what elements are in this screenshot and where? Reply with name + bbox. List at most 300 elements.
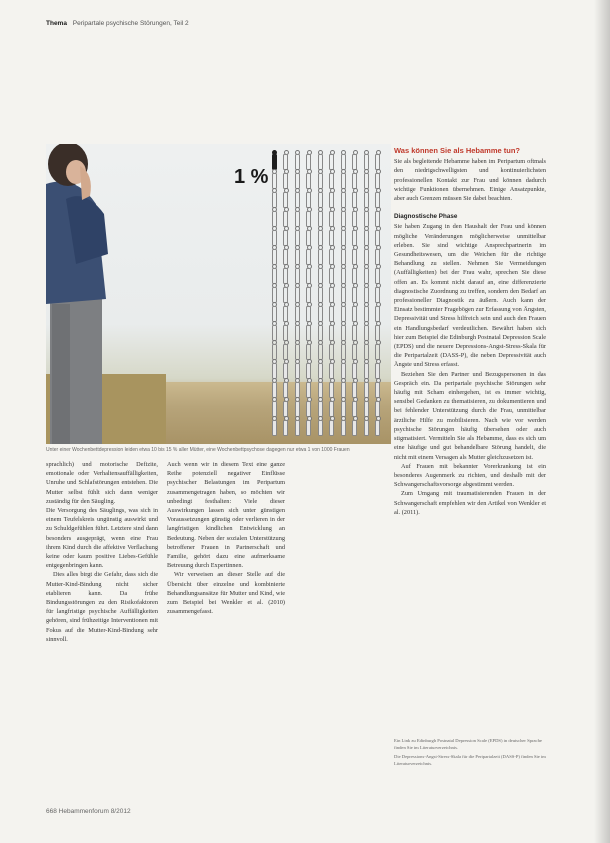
person-body xyxy=(375,154,380,170)
person-icon xyxy=(339,150,346,169)
person-icon xyxy=(270,207,277,226)
person-body xyxy=(318,192,323,208)
person-icon xyxy=(293,416,300,435)
person-body xyxy=(318,173,323,189)
person-body xyxy=(306,306,311,322)
person-icon xyxy=(351,302,358,321)
person-icon xyxy=(282,264,289,283)
person-body xyxy=(295,249,300,265)
person-body xyxy=(364,325,369,341)
person-body xyxy=(272,268,277,284)
person-icon xyxy=(328,321,335,340)
person-body xyxy=(341,401,346,417)
person-body xyxy=(306,192,311,208)
person-icon xyxy=(282,321,289,340)
person-icon xyxy=(362,416,369,435)
person-body xyxy=(329,306,334,322)
person-icon xyxy=(316,302,323,321)
person-icon xyxy=(282,283,289,302)
person-body xyxy=(272,230,277,246)
person-icon xyxy=(351,245,358,264)
person-body xyxy=(364,192,369,208)
person-body xyxy=(364,287,369,303)
person-icon xyxy=(316,226,323,245)
person-body xyxy=(352,154,357,170)
person-body xyxy=(306,325,311,341)
person-body xyxy=(272,249,277,265)
person-body xyxy=(318,344,323,360)
person-body xyxy=(295,401,300,417)
paragraph: sprachlich) und motorische Defizite, emotionale oder Verhaltensauffälligkeiten, Unruhe und Schlafstörungen entstehen. Die Mutter selbst fühlt sich dann weniger zuständig für den Säugling. xyxy=(46,461,158,505)
person-icon xyxy=(282,302,289,321)
person-icon xyxy=(293,188,300,207)
person-icon xyxy=(293,302,300,321)
person-icon xyxy=(362,340,369,359)
person-icon xyxy=(282,207,289,226)
person-body xyxy=(341,420,346,436)
person-icon xyxy=(293,340,300,359)
intro-paragraph: Sie als begleitende Hebamme haben im Peripartum oftmals den niedrigschwelligsten und kontinuierlichsten professionellen Kontakt zur Frau und können dadurch wichtige Funktionen übernehmen. Einige Ansatzpunkte, aber auch Grenzen müssen Sie dabei beachten. xyxy=(394,158,546,203)
person-body xyxy=(272,363,277,379)
person-icon xyxy=(339,321,346,340)
person-body xyxy=(341,154,346,170)
person-icon xyxy=(374,340,381,359)
person-body xyxy=(283,154,288,170)
person-icon xyxy=(374,416,381,435)
subheading: Diagnostische Phase xyxy=(394,213,458,221)
person-body xyxy=(283,230,288,246)
person-icon xyxy=(293,207,300,226)
person-body xyxy=(364,344,369,360)
person-body xyxy=(341,306,346,322)
person-body xyxy=(318,211,323,227)
person-body xyxy=(329,268,334,284)
person-body xyxy=(306,154,311,170)
person-icon xyxy=(328,378,335,397)
person-body xyxy=(364,154,369,170)
percent-label: 1 % xyxy=(234,166,269,188)
person-icon xyxy=(351,226,358,245)
footnotes xyxy=(394,737,546,769)
person-icon xyxy=(270,283,277,302)
person-body xyxy=(295,211,300,227)
person-icon xyxy=(282,378,289,397)
person-body xyxy=(375,401,380,417)
person-icon xyxy=(351,283,358,302)
paragraph: Dies alles birgt die Gefahr, dass sich die Mutter-Kind-Bindung nicht sicher etablieren kann. Da frühe Bindungsstörungen zu den Risikofaktoren für langfristige psychische Auffälligkeiten gehören, sind frühzeitige Interventionen mit Fokus auf die Mutter-Kind-Bindung sehr sinnvoll. xyxy=(46,571,158,643)
person-body xyxy=(352,211,357,227)
person-icon xyxy=(374,397,381,416)
person-icon xyxy=(339,169,346,188)
feature-photo xyxy=(46,144,391,444)
person-icon xyxy=(362,359,369,378)
footnote: Die Depressions-Angst-Stress-Skala für die Peripartalzeit (DASS-P) finden Sie im Literaturverzeichnis. xyxy=(394,754,546,766)
person-icon xyxy=(293,169,300,188)
person-icon xyxy=(328,245,335,264)
person-icon xyxy=(374,378,381,397)
person-icon xyxy=(374,245,381,264)
person-body xyxy=(295,420,300,436)
person-icon xyxy=(328,150,335,169)
person-body xyxy=(364,211,369,227)
person-icon xyxy=(282,397,289,416)
person-body xyxy=(375,325,380,341)
person-icon xyxy=(282,245,289,264)
person-icon xyxy=(305,226,312,245)
person-body xyxy=(283,268,288,284)
person-icon xyxy=(339,207,346,226)
section-heading: Was können Sie als Hebamme tun? xyxy=(394,146,521,155)
person-body xyxy=(352,306,357,322)
person-body xyxy=(318,230,323,246)
person-body xyxy=(329,401,334,417)
person-icon xyxy=(305,169,312,188)
person-icon xyxy=(316,264,323,283)
person-icon xyxy=(305,340,312,359)
person-icon xyxy=(374,188,381,207)
person-body xyxy=(352,249,357,265)
person-icon xyxy=(282,226,289,245)
paragraph: Wir verweisen an dieser Stelle auf die Übersicht über einzelne und kombinierte Behandlungsansätze für Mutter und Kind, wie zum Beispiel bei Wenkler et al. (2010) zusammengefasst. xyxy=(167,571,285,616)
person-icon xyxy=(282,416,289,435)
person-body xyxy=(306,173,311,189)
person-icon xyxy=(374,283,381,302)
person-body xyxy=(375,344,380,360)
person-body xyxy=(375,192,380,208)
person-body xyxy=(375,211,380,227)
person-body xyxy=(272,401,277,417)
person-body xyxy=(364,173,369,189)
person-body xyxy=(295,192,300,208)
person-body xyxy=(306,211,311,227)
person-icon xyxy=(339,302,346,321)
paragraph: Auch wenn wir in diesem Text eine ganze Reihe potenziell negativer Einflüsse psychischer Belastungen im Peripartum zusammengetragen haben, so möchten wir unbedingt festhalten: Viele dieser Auswirkungen lassen sich unter günstigen Voraussetzungen günstig oder verlieren in der langfristigen kindlichen Entwicklung an Bedeutung. Neben der sozialen Unterstützung betroffener Frauen in Partnerschaft und Familie, gehört dazu eine aufmerksame Betreuung durch Expertinnen. xyxy=(167,461,285,570)
person-icon xyxy=(270,321,277,340)
person-icon xyxy=(305,321,312,340)
journal-name: Hebammenforum 8/2012 xyxy=(58,808,131,815)
person-body xyxy=(306,382,311,398)
person-icon xyxy=(282,359,289,378)
person-body xyxy=(352,325,357,341)
person-icon xyxy=(362,169,369,188)
body-column-b xyxy=(167,460,285,616)
person-icon xyxy=(351,188,358,207)
person-body xyxy=(295,363,300,379)
person-body xyxy=(283,306,288,322)
person-body xyxy=(272,306,277,322)
running-head xyxy=(46,20,189,27)
person-icon xyxy=(282,188,289,207)
person-body xyxy=(283,249,288,265)
person-body xyxy=(352,192,357,208)
person-body xyxy=(318,363,323,379)
person-body xyxy=(329,363,334,379)
person-icon xyxy=(305,245,312,264)
person-body xyxy=(364,363,369,379)
person-icon xyxy=(270,416,277,435)
person-icon xyxy=(328,340,335,359)
person-body xyxy=(375,287,380,303)
person-icon xyxy=(328,169,335,188)
person-body xyxy=(341,268,346,284)
person-icon xyxy=(374,302,381,321)
person-body xyxy=(318,268,323,284)
figure-caption: Unter einer Wochenbettdepression leiden etwa 10 bis 15 % aller Mütter, eine Wochenbettpsychose dagegen nur etwa 1 von 1000 Frauen xyxy=(46,447,350,453)
person-body xyxy=(341,211,346,227)
person-icon xyxy=(362,321,369,340)
person-body xyxy=(329,382,334,398)
person-icon xyxy=(293,321,300,340)
person-icon xyxy=(362,378,369,397)
person-icon xyxy=(293,264,300,283)
person-icon xyxy=(374,150,381,169)
person-body xyxy=(375,173,380,189)
person-body xyxy=(375,363,380,379)
person-body xyxy=(364,268,369,284)
person-icon xyxy=(270,302,277,321)
person-icon xyxy=(374,207,381,226)
section-label: Thema xyxy=(46,20,67,27)
person-icon xyxy=(374,169,381,188)
person-icon xyxy=(305,359,312,378)
paragraph: Zum Umgang mit traumatisierenden Frauen in der Schwangerschaft empfehlen wir den Artikel von Wenkler et al. (2011). xyxy=(394,490,546,516)
person-icon xyxy=(270,226,277,245)
person-icon xyxy=(293,245,300,264)
person-body xyxy=(295,325,300,341)
person-icon xyxy=(351,378,358,397)
person-body xyxy=(329,211,334,227)
person-icon xyxy=(316,378,323,397)
person-icon xyxy=(339,226,346,245)
person-icon xyxy=(293,378,300,397)
person-body xyxy=(352,173,357,189)
person-icon xyxy=(316,340,323,359)
person-body xyxy=(306,363,311,379)
person-icon xyxy=(351,207,358,226)
person-icon xyxy=(282,340,289,359)
person-body xyxy=(283,173,288,189)
page-edge-shadow xyxy=(594,0,610,843)
person-body xyxy=(283,401,288,417)
person-body xyxy=(364,382,369,398)
person-body xyxy=(283,382,288,398)
person-body xyxy=(283,325,288,341)
person-icon xyxy=(362,207,369,226)
person-body xyxy=(352,401,357,417)
person-icon xyxy=(270,397,277,416)
person-body xyxy=(283,192,288,208)
person-body xyxy=(283,211,288,227)
person-body xyxy=(352,363,357,379)
paragraph: Die Versorgung des Säuglings, was sich in einem Teufelskreis ungünstig auswirkt und zu Schuldgefühlen führt. Letztere sind dann besonders ausgeprägt, wenn eine Frau ihrem Kind durch die affektive Verflachung keine oder kaum positive Liebes-Gefühle entgegenbringen kann. xyxy=(46,507,158,570)
person-body xyxy=(295,306,300,322)
person-icon xyxy=(351,264,358,283)
person-icon xyxy=(339,264,346,283)
person-icon xyxy=(328,283,335,302)
person-body xyxy=(318,306,323,322)
person-body xyxy=(295,268,300,284)
person-body xyxy=(329,249,334,265)
person-icon xyxy=(316,283,323,302)
person-body xyxy=(364,420,369,436)
person-icon xyxy=(305,378,312,397)
footnote: Ein Link zu Edinburgh Postnatal Depression Scale (EPDS) in deutscher Sprache finden Sie im Literaturverzeichnis. xyxy=(394,738,542,750)
person-body xyxy=(341,325,346,341)
paragraph: Auf Frauen mit bekannter Vorerkrankung ist ein besonderes Augenmerk zu richten, und deshalb mit der Schwangerschaftsvorsorge abgestimmt werden. xyxy=(394,462,546,489)
person-icon xyxy=(270,264,277,283)
person-body xyxy=(272,420,277,436)
person-body xyxy=(318,382,323,398)
person-icon xyxy=(293,226,300,245)
person-body xyxy=(352,420,357,436)
person-body xyxy=(352,344,357,360)
person-body xyxy=(329,420,334,436)
person-icon xyxy=(328,188,335,207)
person-body xyxy=(341,230,346,246)
person-body xyxy=(329,173,334,189)
person-body xyxy=(341,287,346,303)
person-body xyxy=(272,325,277,341)
person-body xyxy=(375,306,380,322)
person-icon xyxy=(316,188,323,207)
person-icon xyxy=(270,340,277,359)
body-column-a xyxy=(46,460,158,644)
highlighted-person-icon xyxy=(270,150,277,169)
person-icon xyxy=(374,321,381,340)
person-body xyxy=(306,401,311,417)
person-body xyxy=(341,249,346,265)
person-body xyxy=(318,325,323,341)
person-icon xyxy=(305,397,312,416)
person-icon xyxy=(362,150,369,169)
person-body xyxy=(341,382,346,398)
person-icon xyxy=(351,321,358,340)
person-icon xyxy=(362,283,369,302)
woman-figure-illustration xyxy=(46,144,166,444)
person-body xyxy=(329,230,334,246)
person-icon xyxy=(316,245,323,264)
person-body xyxy=(272,344,277,360)
person-icon xyxy=(351,397,358,416)
running-head-title: Peripartale psychische Störungen, Teil 2 xyxy=(72,20,189,27)
page-number: 668 xyxy=(46,808,57,815)
person-body xyxy=(318,420,323,436)
folio xyxy=(46,808,131,815)
person-body xyxy=(306,268,311,284)
person-icon xyxy=(305,283,312,302)
person-body xyxy=(306,230,311,246)
person-icon xyxy=(339,340,346,359)
person-body xyxy=(329,154,334,170)
person-body xyxy=(295,230,300,246)
person-icon xyxy=(328,302,335,321)
person-body xyxy=(272,154,277,170)
person-icon xyxy=(293,397,300,416)
person-icon xyxy=(316,321,323,340)
person-icon xyxy=(362,245,369,264)
person-body xyxy=(272,382,277,398)
person-icon xyxy=(316,150,323,169)
person-body xyxy=(364,306,369,322)
person-icon xyxy=(305,188,312,207)
person-icon xyxy=(328,359,335,378)
person-icon xyxy=(316,416,323,435)
person-body xyxy=(341,363,346,379)
person-body xyxy=(375,420,380,436)
person-body xyxy=(283,344,288,360)
person-body xyxy=(329,344,334,360)
person-icon xyxy=(328,207,335,226)
person-body xyxy=(295,382,300,398)
person-icon xyxy=(305,302,312,321)
person-body xyxy=(306,287,311,303)
person-icon xyxy=(293,150,300,169)
person-icon xyxy=(362,302,369,321)
person-body xyxy=(375,382,380,398)
person-icon xyxy=(351,416,358,435)
person-icon xyxy=(316,397,323,416)
person-body xyxy=(329,192,334,208)
person-icon xyxy=(339,245,346,264)
person-body xyxy=(283,287,288,303)
person-icon xyxy=(270,359,277,378)
person-body xyxy=(295,287,300,303)
person-icon xyxy=(316,207,323,226)
person-body xyxy=(352,268,357,284)
person-icon xyxy=(328,264,335,283)
paragraph: Beziehen Sie den Partner und Bezugspersonen in das Gespräch ein. Da peripartale psychische Störungen sehr häufig mit Scham einhergehen, ist es immer wichtig, sensibel Gedanken zu thematisieren, zu dokumentieren und bei fehlender Unterstützung durch die Frau, unmittelbar ärztliche Hilfe zu mobilisieren. Nach wie vor werden psychische Störungen häufig übersehen oder auch stigmatisiert. Vermitteln Sie als Hebamme, dass es sich um eine häufige und gut behandelbare Störung handelt, die nicht mit einem Versagen als Mutter gleichzusetzen ist. xyxy=(394,370,546,461)
person-body xyxy=(318,249,323,265)
person-body xyxy=(318,401,323,417)
person-body xyxy=(375,268,380,284)
person-icon xyxy=(328,416,335,435)
person-body xyxy=(272,173,277,189)
person-icon xyxy=(305,207,312,226)
person-icon xyxy=(282,169,289,188)
person-icon xyxy=(328,397,335,416)
paragraph: Sie haben Zugang in den Haushalt der Frau und können mögliche Veränderungen möglicherweise unmittelbar erleben. Sie sind wichtige Ansprechpartnerin im Gesundheitswesen, um die Weichen für die richtige Behandlung zu stellen. Nehmen Sie Vermeidungen (Auffälligkeiten) bei der Frau wahr, sprechen Sie diese offen an. Es kommt nicht darauf an, eine differenzierte diagnostische Zuordnung zu treffen, sondern den Bedarf an professioneller Diagnostik zu äußern. Auch kann der Einsatz bestimmter Fragebögen zur Erfassung von Ängsten, Depressivität und Stress hilfreich sein und auch den Frauen ein Handlungsbedarf verdeutlichen. Bewährt haben sich hier zum Beispiel die Edinburgh Postnatal Depression Scale (EPDS) und die neuere Depressions-Angst-Stress-Skala für die Peripartalzeit (DASS-P), die neben Depressivität auch Ängste und Stress erfasst. xyxy=(394,223,546,369)
person-icon xyxy=(351,169,358,188)
person-icon xyxy=(351,150,358,169)
person-icon xyxy=(293,359,300,378)
person-body xyxy=(306,344,311,360)
person-icon xyxy=(339,188,346,207)
person-icon xyxy=(270,378,277,397)
person-body xyxy=(364,230,369,246)
person-body xyxy=(341,173,346,189)
person-icon xyxy=(316,169,323,188)
person-body xyxy=(295,154,300,170)
person-icon xyxy=(339,397,346,416)
person-body xyxy=(375,230,380,246)
person-icon xyxy=(305,416,312,435)
person-icon xyxy=(339,283,346,302)
person-icon xyxy=(305,150,312,169)
person-icon xyxy=(351,359,358,378)
person-icon xyxy=(328,226,335,245)
person-body xyxy=(272,287,277,303)
person-body xyxy=(318,154,323,170)
sidebar-column xyxy=(394,146,546,517)
person-body xyxy=(329,325,334,341)
person-icon xyxy=(282,150,289,169)
person-icon xyxy=(362,264,369,283)
person-body xyxy=(283,363,288,379)
person-body xyxy=(318,287,323,303)
person-icon xyxy=(305,264,312,283)
person-icon xyxy=(374,264,381,283)
person-body xyxy=(295,173,300,189)
